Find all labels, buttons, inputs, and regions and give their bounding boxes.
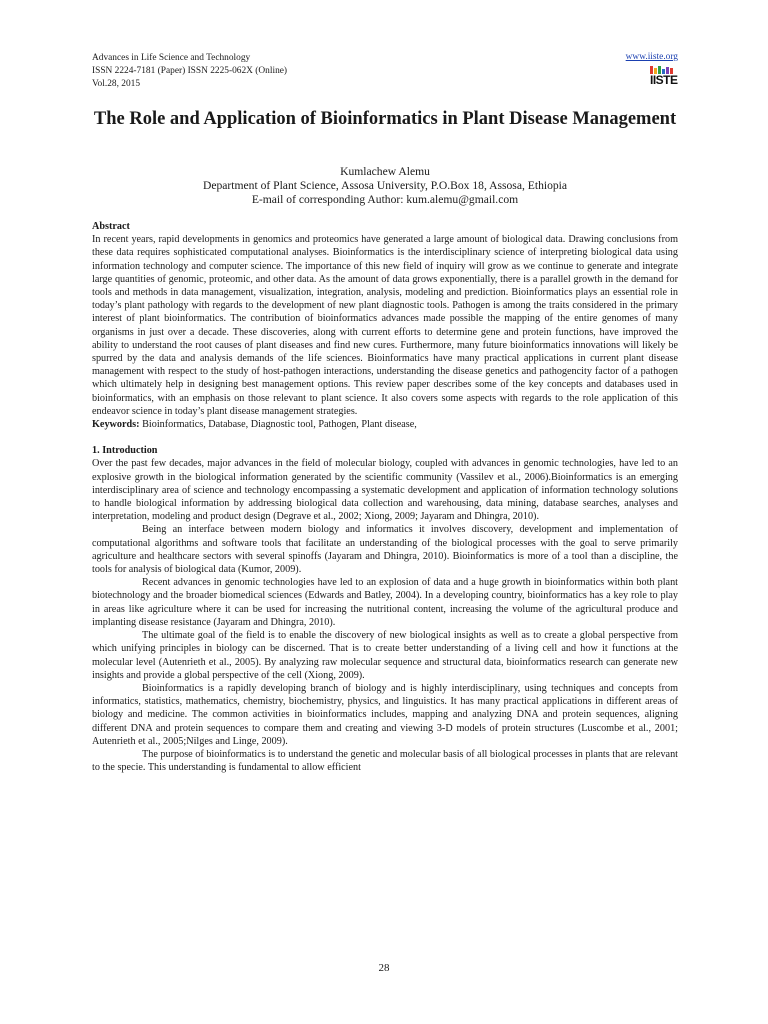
journal-url-link[interactable]: www.iiste.org: [625, 52, 678, 62]
section-heading-introduction: 1. Introduction: [92, 445, 158, 457]
abstract-text: In recent years, rapid developments in genomics and proteomics have generated a large amount of biological data. Drawing conclusions from these data requires sophisticated computational analyses. Bioinformatics is the interdisciplinary science of interpreting biological data using information technology and computer science. The importance of this new field of inquiry will grow as we continue to generate and integrate large quantities of genomic, proteomic, and other data. As the amount of data grows exponentially, there is a parallel growth in the demand for tools and methods in data management, visualization, integration, analysis, modeling and prediction. Bioinformatics plays an essential role in today’s plant pathology with regards to the development of new plant diagnostic tools. Pathogen is among the traits considered in the primary interest of plant bioinformatics. The contribution of bioinformatics advances made possible the mapping of the entire genomes of many organisms in just over a decade. These discoveries, along with current efforts to determine gene and protein functions, have improved the ability to understand the root causes of plant diseases and find new cures. Furthermore, many future bioinformatics innovations will likely be spurred by the data and analysis demands of the life sciences. Bioinformatics have many practical applications in current plant disease management with respect to the study of host-pathogen interactions, understanding the disease genetics and pathogencity factor of a pathogen which ultimately help in designing best management options. This review paper describes some of the key concepts and databases used in bioinformatics, with an emphasis on those relevant to plant science. It also covers some aspects with regards to the role application of this endeavor science in today’s plant disease management strategies.: [92, 234, 678, 417]
keywords-text: Bioinformatics, Database, Diagnostic tool, Pathogen, Plant disease,: [139, 419, 417, 431]
intro-paragraph-2: Being an interface between modern biology and informatics it involves discovery, development and implementation of computational algorithms and software tools that facilitate an understanding of the biological processes with the goal to serve primarily agriculture and healthcare sectors with several spinoffs (Jayaram and Dhingra, 2010). Bioinformatics is more of a tool than a discipline, the tools for analysis of biological data (Kumor, 2009).: [92, 524, 678, 576]
paper-title: The Role and Application of Bioinformatics in Plant Disease Management: [93, 109, 677, 129]
keywords-label: Keywords:: [92, 419, 140, 431]
intro-paragraph-1: Over the past few decades, major advances in the field of molecular biology, coupled with advances in genomic technologies, have led to an explosive growth in the biological information generated by the scientific community (Vassilev et al., 2006).Bioinformatics is an emerging interdisciplinary area of science and technology encompassing a systematic development and application of information technology solutions to handle biological information by addressing biological data collection and warehousing, data mining, database searches, analyses and interpretation, modeling and product design (Degrave et al., 2002; Xiong, 2009; Jayaram and Dhingra, 2010).: [92, 458, 678, 523]
author-affiliation: Department of Plant Science, Assosa University, P.O.Box 18, Assosa, Ethiopia: [202, 179, 568, 192]
journal-name: Advances in Life Science and Technology: [92, 53, 251, 63]
keywords-line: [92, 418, 678, 431]
paper-body: [92, 220, 678, 774]
journal-header: [92, 52, 678, 100]
logo-wordmark: IISTE: [650, 73, 678, 87]
intro-paragraph-5: Bioinformatics is a rapidly developing branch of biology and is highly interdisciplinary, using techniques and concepts from informatics, statistics, mathematics, chemistry, biochemistry, physics, and linguistics. It has many practical applications in different areas of biology and medicine. The common activities in bioinformatics includes, mapping and analyzing DNA and protein sequences, aligning different DNA and protein sequences to compare them and creating and viewing 3-D models of protein structures (Luscombe et al., 2001; Autenrieth et al., 2005;Nilges and Linge, 2009).: [92, 682, 678, 747]
abstract-heading: Abstract: [92, 221, 130, 232]
author-email: E-mail of corresponding Author: kum.alemu@gmail.com: [251, 193, 519, 206]
intro-paragraph-6: The purpose of bioinformatics is to understand the genetic and molecular basis of all biological processes in plants that are relevant to the specie. This understanding is fundamental to allow efficient: [92, 748, 678, 774]
author-name: Kumlachew Alemu: [340, 165, 430, 178]
page-number: 28: [378, 962, 390, 974]
author-block: [92, 165, 678, 207]
iiste-logo: [650, 66, 676, 90]
intro-paragraph-4: The ultimate goal of the field is to enable the discovery of new biological insights as well as to create a global perspective from which unifying principles in biology can be discerned. That is to create better understanding of a living cell and how it functions at the molecular level (Autenrieth et al., 2005). By analyzing raw molecular sequence and structural data, bioinformatics research can generate new insights and provide a global perspective of the cell (Xiong, 2009).: [92, 630, 678, 681]
journal-volume: Vol.28, 2015: [92, 79, 141, 89]
journal-issn: ISSN 2224-7181 (Paper) ISSN 2225-062X (Online): [92, 66, 288, 76]
intro-paragraph-3: Recent advances in genomic technologies have led to an explosion of data and a huge growth in bioinformatics within both plant biotechnology and the broader biomedical sciences (Edwards and Batley, 2004). In a developing country, bioinformatics has a key role to play in areas like agriculture where it can be used for increasing the nutritional content, increasing the volume of the agricultural produce and implanting disease resistance (Jayaram and Dhingra, 2010).: [92, 577, 678, 628]
